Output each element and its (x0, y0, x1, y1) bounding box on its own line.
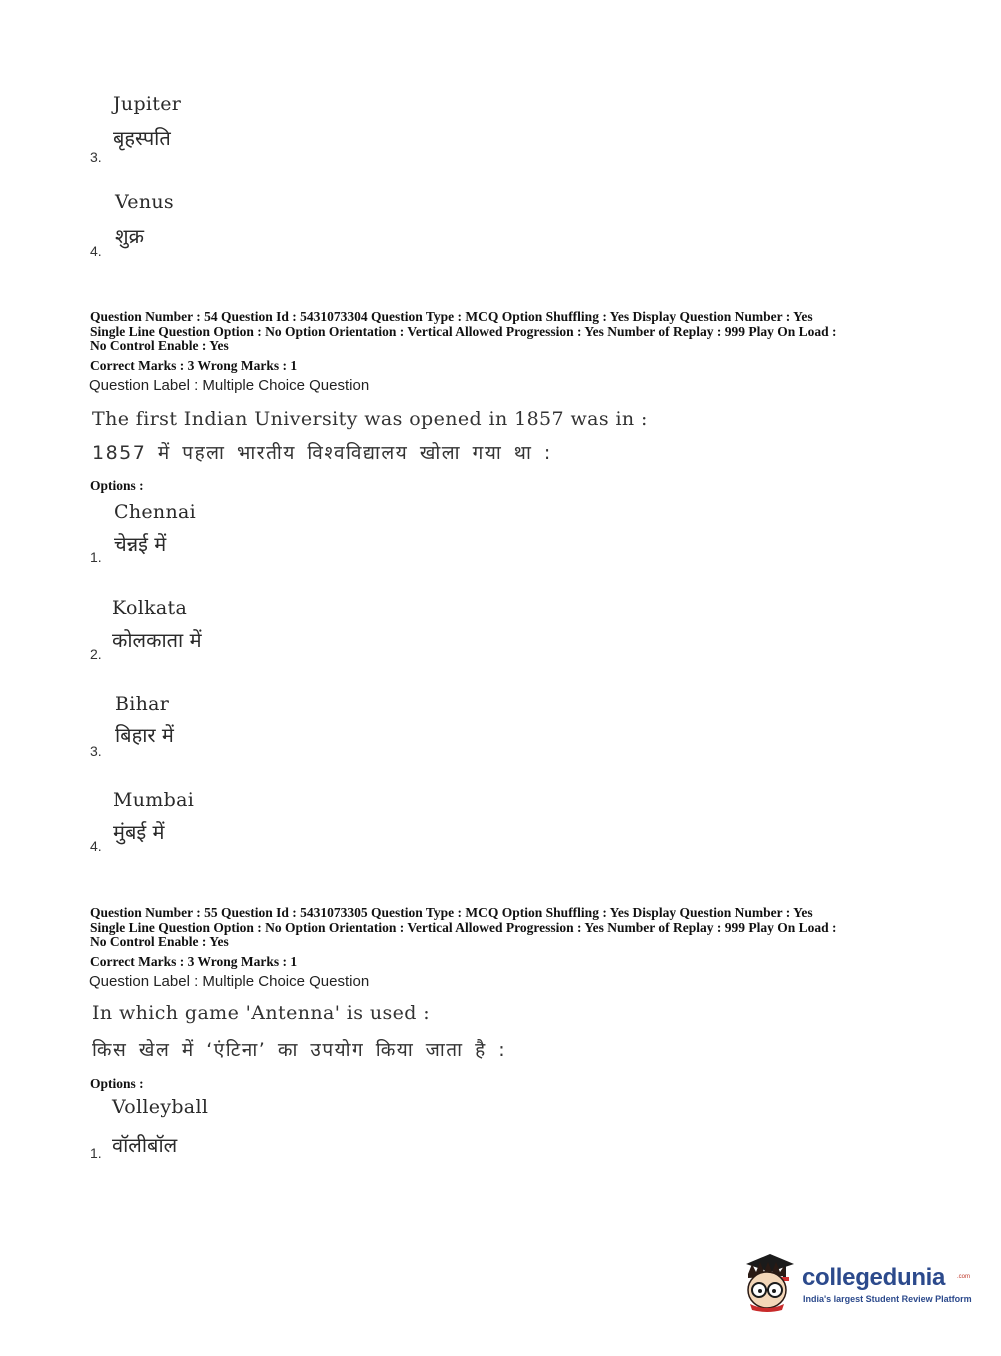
question-meta-line1: Question Number : 55 Question Id : 5431073305 Question Type : MCQ Option Shuffling : Yes Display Question Number : Yes (90, 905, 813, 920)
option-1-hindi: चेन्नई में (114, 532, 167, 556)
options-heading: Options : (90, 1076, 144, 1091)
question-marks: Correct Marks : 3 Wrong Marks : 1 (90, 954, 298, 969)
question-meta-line1: Question Number : 54 Question Id : 5431073304 Question Type : MCQ Option Shuffling : Yes Display Question Number : Yes (90, 309, 813, 324)
question-label: Question Label : Multiple Choice Question (89, 377, 370, 394)
question-meta-line2: Single Line Question Option : No Option Orientation : Vertical Allowed Progression : Yes Number of Replay : 999 Play On Load : (90, 920, 837, 935)
question-meta-line3: No Control Enable : Yes (90, 338, 229, 353)
option-1-number: 1. (90, 549, 102, 565)
mascot-icon (740, 1250, 798, 1312)
question-meta-line2: Single Line Question Option : No Option Orientation : Vertical Allowed Progression : Yes Number of Replay : 999 Play On Load : (90, 324, 837, 339)
option-3-english: Jupiter (113, 93, 182, 115)
logo-com: .com (957, 1274, 971, 1280)
options-heading: Options : (90, 478, 144, 493)
logo-brand: collegedunia (802, 1264, 946, 1291)
option-4-english: Mumbai (113, 789, 195, 811)
option-2-number: 2. (90, 646, 102, 662)
question-text-hindi: 1857 में पहला भारतीय विश्वविद्यालय खोला गया था : (92, 442, 552, 464)
collegedunia-logo[interactable] (740, 1250, 970, 1314)
option-3-number: 3. (90, 743, 102, 759)
question-text-english: In which game 'Antenna' is used : (92, 1002, 431, 1024)
option-2-hindi: कोलकाता में (112, 628, 202, 652)
option-3-hindi: बृहस्पति (113, 126, 171, 150)
question-text-hindi: किस खेल में ‘एंटिना’ का उपयोग किया जाता है : (92, 1039, 507, 1061)
option-1-english: Volleyball (112, 1096, 209, 1118)
option-4-hindi: मुंबई में (113, 820, 165, 844)
option-1-number: 1. (90, 1145, 102, 1161)
option-2-english: Kolkata (112, 597, 188, 619)
question-marks: Correct Marks : 3 Wrong Marks : 1 (90, 358, 298, 373)
option-4-number: 4. (90, 838, 102, 854)
option-1-hindi: वॉलीबॉल (112, 1133, 178, 1157)
option-4-english: Venus (115, 191, 174, 213)
question-text-english: The first Indian University was opened in 1857 was in : (92, 408, 648, 430)
question-meta-line3: No Control Enable : Yes (90, 934, 229, 949)
option-3-number: 3. (90, 149, 102, 165)
question-label: Question Label : Multiple Choice Question (89, 973, 370, 990)
logo-tagline: India's largest Student Review Platform (803, 1294, 972, 1304)
option-1-english: Chennai (114, 501, 196, 523)
option-4-number: 4. (90, 243, 102, 259)
option-3-english: Bihar (115, 693, 170, 715)
option-4-hindi: शुक्र (115, 224, 144, 248)
option-3-hindi: बिहार में (115, 723, 174, 747)
